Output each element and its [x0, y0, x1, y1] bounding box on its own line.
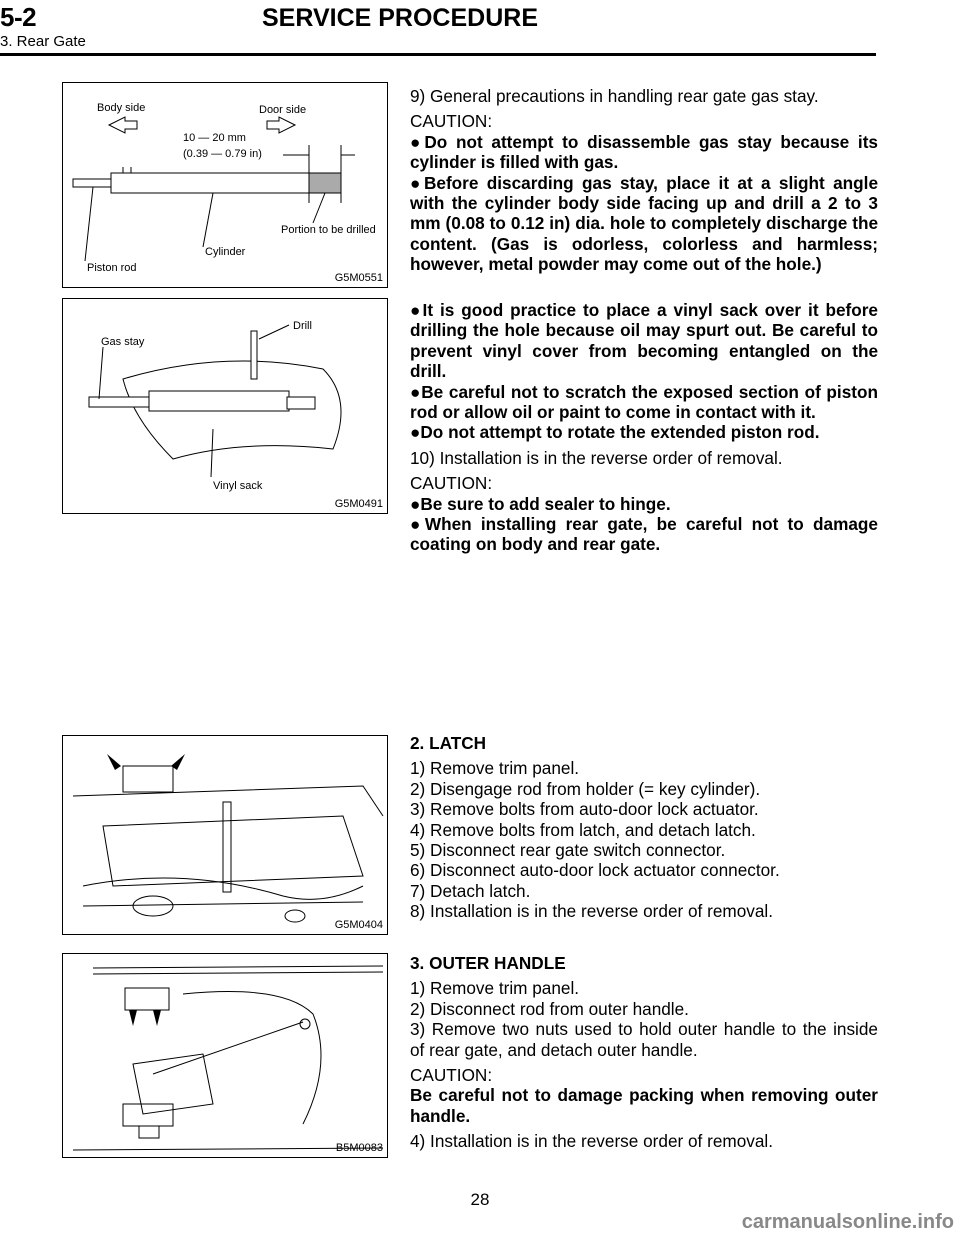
latch-step: 5) Disconnect rear gate switch connector.	[410, 840, 726, 861]
step-9: 9) General precautions in handling rear gate gas stay.	[410, 86, 819, 106]
caution-label: CAUTION:	[410, 111, 493, 132]
latch-step: 3) Remove bolts from auto-door lock actuator.	[410, 799, 759, 820]
gas-stay-diagram	[63, 83, 389, 289]
gas-stay-precautions	[410, 86, 878, 275]
drill-bit-icon	[251, 331, 257, 379]
figure-code: G5M0491	[334, 498, 383, 510]
caution-bullet: ●Do not attempt to disassemble gas stay because its cylinder is filled with gas.	[410, 131, 878, 173]
header-rule	[0, 53, 876, 56]
latch-step: 4) Remove bolts from latch, and detach latch.	[410, 819, 756, 840]
handle-step: 3) Remove two nuts used to hold outer handle to the inside of rear gate, and detach outer handle.	[410, 1019, 878, 1060]
figure-gas-stay-drill-point	[62, 82, 388, 288]
caution-bullet: ●It is good practice to place a vinyl sack over it before drilling the hole because oil may spurt out. Be careful to prevent vinyl cover from becoming entangled on the drill.	[410, 300, 878, 382]
outer-handle-section	[410, 953, 878, 1152]
gas-stay-precautions-cont	[410, 300, 878, 555]
arrow-icon	[153, 1010, 161, 1026]
label-dim-mm: 10 — 20 mm	[183, 132, 246, 144]
drill-portion	[309, 173, 341, 193]
latch-bracket	[123, 766, 173, 792]
subsection-title: 3. Rear Gate	[0, 33, 86, 50]
handle-step: 1) Remove trim panel.	[410, 978, 580, 999]
label-cylinder: Cylinder	[205, 246, 246, 258]
caution-text: Be careful not to damage packing when removing outer handle.	[410, 1085, 878, 1126]
label-gas-stay: Gas stay	[101, 336, 145, 348]
caution-bullet: ●Before discarding gas stay, place it at a slight angle with the cylinder body side facing up and drill a 2 to 3 mm (0.08 to 0.12 in) dia. hole to completely discharge the content. (Gas is odorless, colorless and harmless; however, metal powder may come out of the hole.)	[410, 172, 879, 275]
figure-vinyl-sack	[62, 298, 388, 514]
figure-outer-handle	[62, 953, 388, 1158]
latch-step: 7) Detach latch.	[410, 880, 531, 901]
handle-step: 2) Disconnect rod from outer handle.	[410, 998, 689, 1019]
caution-label: CAUTION:	[410, 1065, 493, 1086]
latch-diagram	[63, 736, 389, 936]
figure-code: G5M0551	[334, 272, 383, 284]
label-portion-drilled: Portion to be drilled	[281, 224, 376, 236]
label-dim-in: (0.39 — 0.79 in)	[183, 148, 262, 160]
caution-bullet: ●Do not attempt to rotate the extended piston rod.	[410, 422, 820, 443]
latch-step: 2) Disengage rod from holder (= key cylinder).	[410, 778, 761, 799]
outer-handle-diagram	[63, 954, 389, 1159]
page-number: 28	[470, 1190, 490, 1209]
vinyl-sack-diagram	[63, 299, 389, 515]
label-piston-rod: Piston rod	[87, 262, 137, 274]
piston-rod	[73, 179, 111, 187]
figure-code: G5M0404	[334, 919, 383, 931]
arrow-icon	[107, 754, 121, 770]
section-heading: 3. OUTER HANDLE	[410, 953, 566, 973]
label-body-side: Body side	[97, 102, 146, 114]
watermark: carmanualsonline.info	[741, 1211, 954, 1233]
caution-bullet: ●Be sure to add sealer to hinge.	[410, 493, 671, 514]
latch-section	[410, 733, 878, 922]
caution-bullet: ●When installing rear gate, be careful not to damage coating on body and rear gate.	[410, 514, 878, 555]
section-number: 5-2	[0, 2, 37, 32]
cylinder-body	[111, 173, 341, 193]
section-heading: 2. LATCH	[410, 733, 487, 753]
section-title: SERVICE PROCEDURE	[262, 4, 538, 32]
figure-latch	[62, 735, 388, 935]
caution-label: CAUTION:	[410, 473, 493, 494]
arrow-left-icon	[109, 117, 137, 133]
latch-step: 8) Installation is in the reverse order of removal.	[410, 901, 774, 922]
caution-bullet: ●Be careful not to scratch the exposed section of piston rod or allow oil or paint to come in contact with it.	[410, 381, 878, 423]
label-door-side: Door side	[259, 104, 307, 116]
label-vinyl-sack: Vinyl sack	[213, 480, 263, 492]
arrow-icon	[129, 1010, 137, 1026]
label-drill: Drill	[293, 320, 312, 332]
latch-step: 1) Remove trim panel.	[410, 758, 580, 779]
handle-step: 4) Installation is in the reverse order of removal.	[410, 1131, 774, 1152]
latch-step: 6) Disconnect auto-door lock actuator connector.	[410, 860, 780, 881]
figure-code: B5M0083	[335, 1142, 383, 1154]
step-10: 10) Installation is in the reverse order of removal.	[410, 447, 783, 468]
arrow-right-icon	[267, 117, 295, 133]
